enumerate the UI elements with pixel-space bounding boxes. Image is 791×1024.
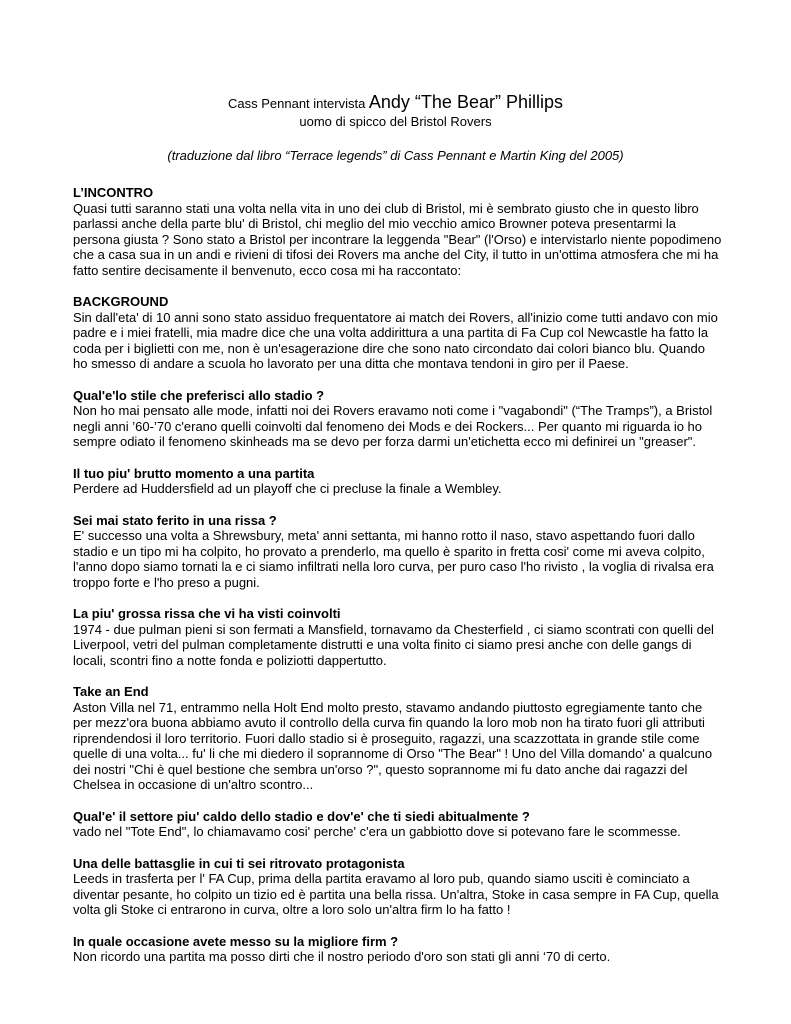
- section-migliore-firm: [73, 934, 723, 965]
- section-text: Quasi tutti saranno stati una volta nella vita in uno dei club di Bristol, mi è sembrato giusto che in questo libro parlassi anche della parte blu' di Bristol, chi meglio del mio vecchio amico Browner poteva presentarmi la persona giusta ? Sono stato a Bristol per incontrare la leggenda "Bear" (l'Orso) e intervistarlo niente popodimeno che a casa sua in un andi e rivieni di tifosi dei Rovers ma anche del City, il tutto in un'ottima atmosfera che mi ha fatto sentire decisamente il benvenuto, ecco cosa mi ha raccontato:: [73, 200, 722, 278]
- section-stile: [73, 388, 723, 450]
- section-heading: Una delle battasglie in cui ti sei ritrovato protagonista: [73, 855, 405, 871]
- section-heading: Sei mai stato ferito in una rissa ?: [73, 512, 277, 528]
- section-text: Sin dall'eta' di 10 anni sono stato assiduo frequentatore ai match dei Rovers, all'inizio come tutti andavo con mio padre e i miei fratelli, mia madre dice che una volta addirittura a una partita di Fa Cup col Newcastle ha fatto la coda per i biglietti con me, non è un'esagerazione dire che sono nato circondato dai colori bianco blu. Quando ho smesso di andare a scuola ho lavorato per una ditta che montava tendoni in giro per il Paese.: [73, 309, 718, 371]
- section-background: [73, 294, 723, 372]
- section-brutto-momento: [73, 466, 723, 497]
- section-heading: Qual'e'lo stile che preferisci allo stadio ?: [73, 387, 325, 403]
- document-body: [73, 185, 723, 981]
- section-incontro: [73, 185, 723, 278]
- section-heading: Take an End: [73, 684, 149, 699]
- section-text: 1974 - due pulman pieni si son fermati a Mansfield, tornavamo da Chesterfield , ci siamo scontrati con quelli del Liverpool, vetri del pulman completamente distrutti e una volta finito ci siamo presi anche con delle gangs di locali, scontri fino a notte fonda e poliziotti dappertutto.: [73, 621, 714, 668]
- section-settore: [73, 809, 723, 840]
- section-grossa-rissa: [73, 606, 723, 668]
- section-heading: La piu' grossa rissa che vi ha visti coinvolti: [73, 606, 341, 621]
- source-note: (traduzione dal libro “Terrace legends” di Cass Pennant e Martin King del 2005): [167, 148, 624, 163]
- section-heading: Il tuo piu' brutto momento a una partita: [73, 465, 315, 481]
- document-subtitle: uomo di spicco del Bristol Rovers: [299, 114, 492, 129]
- section-text: Non ho mai pensato alle mode, infatti noi dei Rovers eravamo noti come i "vagabondi" (“The Tramps”), a Bristol negli anni ’60-’70 c'erano quelli coinvolti dal fenomeno dei Mods e dei Rockers... Per quanto mi riguarda io ho sempre odiato il fenomeno skinheads ma se devo per forza darmi un'etichetta ecco mi definirei un "greaser".: [73, 403, 713, 449]
- section-text: Aston Villa nel 71, entrammo nella Holt End molto presto, stavamo andando piuttosto egregiamente tanto che per mezz'ora buona abbiamo avuto il controllo della curva fin quando la loro mob non ha tirato fuori gli attributi riprendendosi il loro territorio. Fuori dallo stadio si è proseguito, ragazzi, una scazzottata in grande stile come quelle di una volta... fu' li che mi diedero il soprannome di Orso "The Bear" ! Uno del Villa domando' a qualcuno dei nostri "Chi è quel bestione che sembra un'orso ?", questo soprannome mi fu dato anche dai ragazzi del Chelsea in occasione di un'altro scontro...: [73, 699, 713, 792]
- title-name: Andy “The Bear” Phillips: [368, 92, 563, 112]
- section-ferito: [73, 513, 723, 591]
- section-heading: BACKGROUND: [73, 294, 169, 309]
- section-text: E' successo una volta a Shrewsbury, meta' anni settanta, mi hanno rotto il naso, stavo aspettando fuori dallo stadio e un tipo mi ha colpito, ho provato a prenderlo, ma quello è sparito in fretta cosi' come mi aveva colpito, l'anno dopo siamo tornati la e ci siamo infiltrati nella loro curva, per puro caso l'ho rivisto , la voglia di rivalsa era troppo forte e l'ho preso a pugni.: [73, 528, 714, 590]
- section-battaglie: [73, 856, 723, 918]
- section-take-an-end: [73, 684, 723, 793]
- section-heading: In quale occasione avete messo su la migliore firm ?: [73, 933, 399, 949]
- document-title: [0, 92, 791, 114]
- section-text: Leeds in trasferta per l' FA Cup, prima della partita eravamo al loro pub, quando siamo usciti è cominciato a diventar pesante, ho colpito un tizio ed è partita una bella rissa. Un'altra, Stoke in casa sempre in FA Cup, quella volta gli Stoke ci entrarono in curva, oltre a loro solo un'altra firm lo ha fatto !: [73, 871, 719, 917]
- title-prefix: Cass Pennant intervista: [228, 96, 369, 111]
- section-heading: L’INCONTRO: [73, 185, 154, 200]
- section-text: vado nel "Tote End", lo chiamavamo cosi' perche' c'era un gabbiotto dove si potevano fare le scommesse.: [73, 824, 681, 839]
- document-header: [0, 92, 791, 164]
- section-text: Perdere ad Huddersfield ad un playoff che ci precluse la finale a Wembley.: [73, 481, 502, 496]
- section-heading: Qual'e' il settore piu' caldo dello stadio e dov'e' che ti siedi abitualmente ?: [73, 808, 530, 824]
- section-text: Non ricordo una partita ma posso dirti che il nostro periodo d'oro son stati gli anni ‘70 di certo.: [73, 949, 611, 964]
